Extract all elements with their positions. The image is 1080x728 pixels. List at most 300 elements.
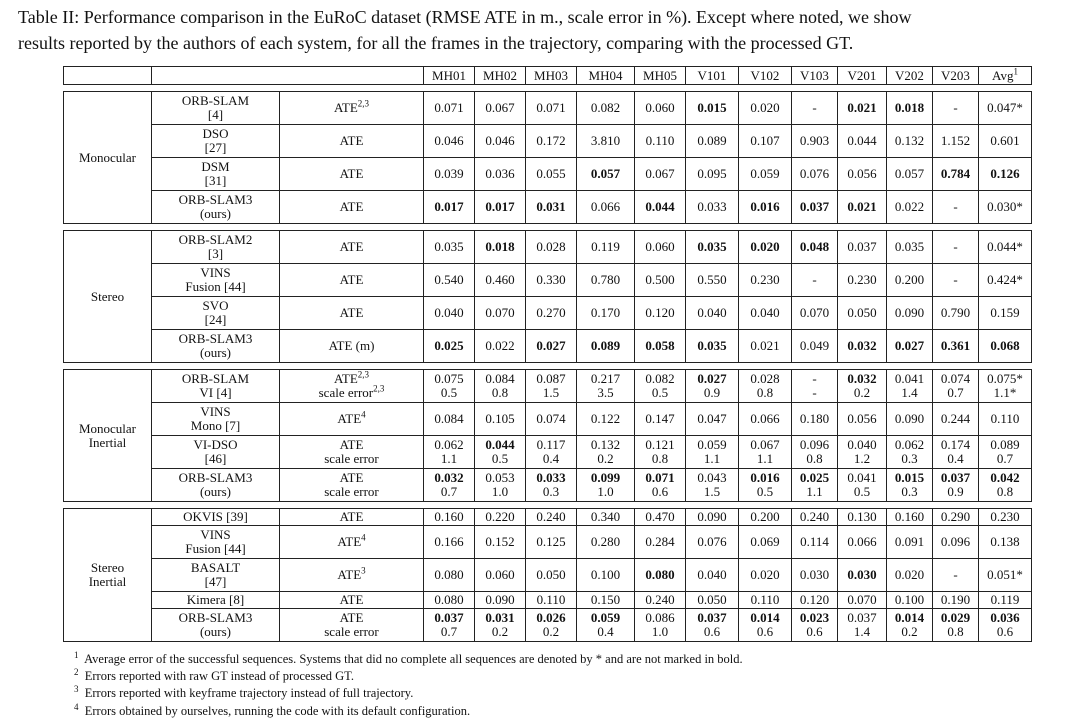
metric-line bbox=[280, 98, 423, 115]
value-cell bbox=[686, 125, 739, 158]
system-name-line: VINS bbox=[200, 527, 231, 542]
value-line: 0.170 bbox=[590, 305, 621, 320]
value-cell bbox=[838, 403, 887, 436]
value-line: 0.041 bbox=[894, 371, 925, 386]
header-cell: MH05 bbox=[635, 67, 686, 85]
metric-cell bbox=[280, 559, 424, 592]
value-line: 0.037 bbox=[434, 610, 464, 625]
value-cell bbox=[577, 297, 635, 330]
value-cell bbox=[933, 436, 979, 469]
value-line: 0.3 bbox=[901, 451, 918, 466]
value-cell bbox=[792, 370, 838, 403]
group-gap bbox=[64, 85, 1032, 92]
value-line: 0.7 bbox=[440, 484, 458, 499]
metric-text: scale error bbox=[324, 484, 379, 499]
value-line: 0.030 bbox=[847, 567, 877, 582]
value-cell bbox=[424, 370, 475, 403]
value-cell bbox=[635, 509, 686, 526]
value-line: 0.047 bbox=[697, 411, 727, 426]
value-cell bbox=[838, 297, 887, 330]
value-line: 1.5 bbox=[703, 484, 721, 499]
value-line: 0.290 bbox=[940, 509, 971, 524]
value-line: 0.780 bbox=[590, 272, 621, 287]
value-cell bbox=[526, 592, 577, 609]
value-line: 0.044 bbox=[485, 437, 515, 452]
category-cell bbox=[64, 370, 152, 502]
value-line: 0.152 bbox=[485, 534, 515, 549]
value-line: 0.107 bbox=[750, 133, 780, 148]
value-cell bbox=[979, 191, 1032, 224]
value-cell bbox=[838, 92, 887, 125]
value-cell bbox=[686, 592, 739, 609]
value-line: 0.159 bbox=[990, 305, 1020, 320]
value-line: 0.090 bbox=[894, 305, 925, 320]
value-line: 0.051* bbox=[987, 567, 1023, 582]
metric-line bbox=[280, 339, 423, 353]
value-cell bbox=[792, 436, 838, 469]
value-line: 0.018 bbox=[894, 100, 925, 115]
footnote-4: $^4$ Errors obtained by ourselves, running the code with its default configuration. bbox=[74, 701, 471, 718]
metric-line bbox=[280, 565, 423, 582]
value-line: 0.9 bbox=[947, 484, 964, 499]
value-line: 0.031 bbox=[485, 610, 515, 625]
table-row bbox=[64, 231, 1032, 264]
value-line: 0.046 bbox=[485, 133, 515, 148]
value-line: 0.044 bbox=[847, 133, 877, 148]
footnote-3: $^3$ Errors reported with keyframe trajectory instead of full trajectory. bbox=[74, 684, 414, 701]
value-line: 0.340 bbox=[590, 509, 621, 524]
metric-line bbox=[280, 593, 423, 607]
value-line: 0.035 bbox=[434, 239, 464, 254]
value-cell bbox=[475, 330, 526, 363]
system-name-cell bbox=[152, 436, 280, 469]
value-cell bbox=[475, 436, 526, 469]
value-line: 0.057 bbox=[590, 166, 621, 181]
value-line: 0.099 bbox=[590, 470, 621, 485]
value-line: 1.1 bbox=[756, 451, 774, 466]
value-line: 0.084 bbox=[485, 371, 515, 386]
value-line: 0.067 bbox=[645, 166, 675, 181]
value-line: 1.1 bbox=[703, 451, 721, 466]
header-cell: V201 bbox=[838, 67, 887, 85]
value-cell bbox=[686, 559, 739, 592]
metric-cell bbox=[280, 609, 424, 642]
value-line: 0.117 bbox=[536, 437, 566, 452]
value-line: 0.8 bbox=[996, 484, 1014, 499]
value-cell bbox=[635, 370, 686, 403]
value-line: 0.037 bbox=[940, 470, 971, 485]
value-cell bbox=[739, 125, 792, 158]
value-line: 0.020 bbox=[894, 567, 925, 582]
system-name-cell bbox=[152, 403, 280, 436]
value-cell bbox=[577, 403, 635, 436]
value-cell bbox=[792, 509, 838, 526]
value-line: 0.217 bbox=[590, 371, 621, 386]
value-line: 0.059 bbox=[750, 166, 780, 181]
metric-cell bbox=[280, 370, 424, 403]
value-line: 0.071 bbox=[434, 100, 464, 115]
value-cell bbox=[739, 609, 792, 642]
value-cell bbox=[526, 191, 577, 224]
value-line: 0.022 bbox=[485, 338, 515, 353]
value-cell bbox=[979, 297, 1032, 330]
value-line: 0.040 bbox=[697, 567, 727, 582]
metric-cell bbox=[280, 526, 424, 559]
metric-text: ATE bbox=[333, 100, 358, 115]
value-line: 0.076 bbox=[697, 534, 727, 549]
value-line: 0.3 bbox=[542, 484, 560, 499]
value-cell bbox=[792, 403, 838, 436]
value-cell bbox=[979, 158, 1032, 191]
metric-line bbox=[280, 452, 423, 466]
value-line: 0.037 bbox=[799, 199, 830, 214]
value-cell bbox=[739, 509, 792, 526]
value-cell bbox=[424, 330, 475, 363]
group-gap bbox=[64, 502, 1032, 509]
metric-line bbox=[280, 200, 423, 214]
table-row bbox=[64, 609, 1032, 642]
value-cell bbox=[424, 609, 475, 642]
value-line: 0.790 bbox=[940, 305, 971, 320]
avg-footnote-mark: 1 bbox=[1013, 66, 1018, 77]
value-line: 0.172 bbox=[536, 133, 566, 148]
value-line: 0.071 bbox=[536, 100, 566, 115]
value-line: 0.031 bbox=[536, 199, 566, 214]
value-line: 0.033 bbox=[697, 199, 727, 214]
table-row bbox=[64, 330, 1032, 363]
value-line: 0.084 bbox=[434, 411, 464, 426]
value-cell bbox=[424, 191, 475, 224]
value-cell bbox=[526, 92, 577, 125]
value-line: 0.036 bbox=[485, 166, 515, 181]
value-cell bbox=[887, 125, 933, 158]
value-cell bbox=[838, 264, 887, 297]
value-line: 0.029 bbox=[940, 610, 971, 625]
value-cell bbox=[887, 191, 933, 224]
system-name-line: [4] bbox=[207, 107, 224, 122]
category-label-line: Monocular bbox=[78, 420, 137, 436]
metric-cell bbox=[280, 330, 424, 363]
value-line: - bbox=[953, 199, 958, 214]
group-gap-cell bbox=[64, 85, 1032, 92]
value-cell bbox=[526, 469, 577, 502]
metric-line bbox=[280, 438, 423, 452]
metric-cell bbox=[280, 509, 424, 526]
value-line: 0.056 bbox=[847, 166, 877, 181]
header-cell: V202 bbox=[887, 67, 933, 85]
value-line: 0.2 bbox=[597, 451, 614, 466]
value-line: 0.057 bbox=[894, 166, 925, 181]
value-cell bbox=[933, 191, 979, 224]
value-cell bbox=[635, 191, 686, 224]
value-line: 0.330 bbox=[536, 272, 566, 287]
value-line: 0.126 bbox=[990, 166, 1020, 181]
value-line: 0.027 bbox=[536, 338, 566, 353]
header-cell: V103 bbox=[792, 67, 838, 85]
value-cell bbox=[686, 469, 739, 502]
value-line: 0.166 bbox=[434, 534, 464, 549]
value-cell bbox=[475, 92, 526, 125]
metric-footnote-mark: 4 bbox=[361, 409, 366, 420]
value-cell bbox=[475, 191, 526, 224]
value-cell bbox=[979, 509, 1032, 526]
value-cell bbox=[475, 509, 526, 526]
category-cell bbox=[64, 92, 152, 224]
group-gap-cell bbox=[64, 224, 1032, 231]
value-cell bbox=[635, 609, 686, 642]
value-cell bbox=[635, 436, 686, 469]
value-line: 0.121 bbox=[645, 437, 675, 452]
value-cell bbox=[838, 469, 887, 502]
value-cell bbox=[739, 158, 792, 191]
value-line: 0.200 bbox=[894, 272, 925, 287]
value-cell bbox=[686, 509, 739, 526]
system-name-line: [3] bbox=[207, 246, 224, 261]
value-cell bbox=[933, 509, 979, 526]
value-line: 0.903 bbox=[799, 133, 830, 148]
value-line: 1.0 bbox=[597, 484, 614, 499]
group-gap bbox=[64, 224, 1032, 231]
system-name-line: VI [4] bbox=[199, 385, 232, 400]
value-cell bbox=[838, 125, 887, 158]
value-line: 0.190 bbox=[940, 592, 971, 607]
value-cell bbox=[686, 609, 739, 642]
value-cell bbox=[577, 158, 635, 191]
value-line: 0.069 bbox=[750, 534, 780, 549]
value-line: 0.220 bbox=[485, 509, 515, 524]
value-line: 0.062 bbox=[434, 437, 464, 452]
value-line: 0.230 bbox=[847, 272, 877, 287]
value-cell bbox=[577, 592, 635, 609]
value-cell bbox=[933, 264, 979, 297]
category-cell bbox=[64, 231, 152, 363]
value-line: 1.1 bbox=[440, 451, 458, 466]
metric-footnote-mark: 2,3 bbox=[373, 383, 385, 394]
value-line: 0.037 bbox=[697, 610, 727, 625]
value-cell bbox=[686, 403, 739, 436]
value-cell bbox=[979, 264, 1032, 297]
metric-text: scale error bbox=[324, 624, 379, 639]
value-line: 0.6 bbox=[996, 624, 1014, 639]
value-line: 0.240 bbox=[645, 592, 675, 607]
category-label-line: Monocular bbox=[78, 149, 137, 165]
value-line: 0.4 bbox=[947, 451, 964, 466]
value-cell bbox=[424, 509, 475, 526]
value-line: 0.095 bbox=[697, 166, 727, 181]
metric-text: scale error bbox=[324, 451, 379, 466]
value-cell bbox=[424, 231, 475, 264]
value-line: 0.540 bbox=[434, 272, 464, 287]
value-line: 0.5 bbox=[651, 385, 669, 400]
value-line: 0.119 bbox=[591, 239, 620, 254]
table-row bbox=[64, 526, 1032, 559]
value-cell bbox=[424, 264, 475, 297]
metric-text: ATE bbox=[333, 371, 358, 386]
header-cell: V101 bbox=[686, 67, 739, 85]
value-cell bbox=[739, 403, 792, 436]
value-line: 0.110 bbox=[990, 411, 1020, 426]
value-line: 0.070 bbox=[799, 305, 830, 320]
value-cell bbox=[979, 559, 1032, 592]
value-line: 0.5 bbox=[440, 385, 458, 400]
value-line: 0.018 bbox=[485, 239, 515, 254]
value-cell bbox=[838, 559, 887, 592]
metric-line bbox=[280, 409, 423, 426]
group-gap-cell bbox=[64, 363, 1032, 370]
value-cell bbox=[792, 191, 838, 224]
value-cell bbox=[739, 526, 792, 559]
value-line: 0.037 bbox=[847, 239, 877, 254]
metric-line bbox=[280, 532, 423, 549]
value-line: 0.044 bbox=[645, 199, 675, 214]
value-line: 0.037 bbox=[847, 610, 877, 625]
value-line: 0.4 bbox=[597, 624, 614, 639]
value-line: 0.180 bbox=[799, 411, 830, 426]
value-cell bbox=[424, 297, 475, 330]
value-line: 0.070 bbox=[847, 592, 877, 607]
system-name-cell bbox=[152, 92, 280, 125]
value-line: 0.105 bbox=[485, 411, 515, 426]
value-line: 0.119 bbox=[990, 592, 1020, 607]
system-name-cell bbox=[152, 609, 280, 642]
value-cell bbox=[424, 469, 475, 502]
value-line: 0.096 bbox=[940, 534, 971, 549]
value-cell bbox=[475, 609, 526, 642]
value-line: 0.6 bbox=[806, 624, 823, 639]
value-cell bbox=[577, 609, 635, 642]
value-line: 0.4 bbox=[542, 451, 560, 466]
value-cell bbox=[577, 330, 635, 363]
euroc-comparison-table bbox=[63, 66, 1032, 642]
value-cell bbox=[686, 231, 739, 264]
category-label-line: Inertial bbox=[88, 574, 127, 589]
metric-footnote-mark: 2,3 bbox=[357, 369, 370, 380]
system-name-cell bbox=[152, 370, 280, 403]
value-cell bbox=[887, 92, 933, 125]
value-line: 0.020 bbox=[750, 239, 780, 254]
value-cell bbox=[686, 92, 739, 125]
metric-text: ATE bbox=[339, 199, 364, 214]
metric-text: ATE bbox=[339, 239, 364, 254]
header-cell: MH04 bbox=[577, 67, 635, 85]
value-line: 0.035 bbox=[697, 239, 727, 254]
value-line: 0.032 bbox=[847, 371, 877, 386]
value-line: - bbox=[953, 567, 958, 582]
value-cell bbox=[933, 403, 979, 436]
header-cell: V203 bbox=[933, 67, 979, 85]
value-line: 0.138 bbox=[990, 534, 1020, 549]
header-cell: MH02 bbox=[475, 67, 526, 85]
value-cell bbox=[887, 469, 933, 502]
value-cell bbox=[577, 264, 635, 297]
value-line: 0.080 bbox=[434, 592, 464, 607]
metric-text: ATE bbox=[339, 166, 364, 181]
value-cell bbox=[739, 469, 792, 502]
value-line: 0.040 bbox=[697, 305, 727, 320]
value-line: 0.120 bbox=[645, 305, 675, 320]
value-line: 0.460 bbox=[485, 272, 515, 287]
header-blank-category bbox=[64, 67, 152, 85]
header-blank-system bbox=[152, 67, 424, 85]
value-line: 0.160 bbox=[894, 509, 925, 524]
value-line: 0.030 bbox=[799, 567, 830, 582]
value-cell bbox=[526, 264, 577, 297]
value-cell bbox=[887, 436, 933, 469]
value-line: 0.067 bbox=[750, 437, 780, 452]
value-cell bbox=[475, 231, 526, 264]
value-cell bbox=[792, 297, 838, 330]
value-cell bbox=[739, 92, 792, 125]
value-line: 0.132 bbox=[590, 437, 621, 452]
value-cell bbox=[686, 330, 739, 363]
value-cell bbox=[887, 297, 933, 330]
value-line: 0.132 bbox=[894, 133, 925, 148]
value-line: 0.7 bbox=[440, 624, 458, 639]
value-cell bbox=[424, 592, 475, 609]
value-cell bbox=[979, 330, 1032, 363]
system-name-cell bbox=[152, 264, 280, 297]
header-cell: MH01 bbox=[424, 67, 475, 85]
value-line: 0.470 bbox=[645, 509, 675, 524]
value-line: 0.074 bbox=[940, 371, 971, 386]
system-name-line: [47] bbox=[204, 574, 227, 589]
value-line: 0.080 bbox=[645, 567, 675, 582]
value-line: 0.026 bbox=[536, 610, 566, 625]
value-cell bbox=[792, 330, 838, 363]
value-line: 0.280 bbox=[590, 534, 621, 549]
group-gap-cell bbox=[64, 502, 1032, 509]
value-line: 0.048 bbox=[799, 239, 830, 254]
system-name-line: (ours) bbox=[199, 206, 232, 221]
value-line: - bbox=[953, 239, 958, 254]
metric-text: ATE bbox=[339, 509, 364, 524]
value-line: 0.028 bbox=[536, 239, 566, 254]
value-line: 0.049 bbox=[799, 338, 830, 353]
category-label-line: Inertial bbox=[88, 434, 127, 450]
metric-text: ATE bbox=[339, 305, 364, 320]
table-row bbox=[64, 370, 1032, 403]
group-gap bbox=[64, 363, 1032, 370]
system-name-cell bbox=[152, 330, 280, 363]
table-caption bbox=[18, 4, 1068, 56]
value-cell bbox=[933, 297, 979, 330]
value-line: 0.035 bbox=[697, 338, 727, 353]
value-cell bbox=[526, 559, 577, 592]
value-line: 0.160 bbox=[434, 509, 464, 524]
value-cell bbox=[424, 436, 475, 469]
value-line: 0.8 bbox=[756, 385, 774, 400]
system-name-line: (ours) bbox=[199, 624, 232, 639]
value-line: 1.1* bbox=[993, 385, 1017, 400]
value-cell bbox=[887, 609, 933, 642]
value-cell bbox=[577, 469, 635, 502]
value-line: 0.100 bbox=[894, 592, 925, 607]
value-cell bbox=[577, 436, 635, 469]
header-cell: MH03 bbox=[526, 67, 577, 85]
value-cell bbox=[739, 592, 792, 609]
value-line: 0.015 bbox=[894, 470, 925, 485]
footnotes bbox=[74, 651, 743, 720]
value-line: 0.082 bbox=[590, 100, 621, 115]
value-line: 0.090 bbox=[485, 592, 515, 607]
value-line: 0.500 bbox=[645, 272, 675, 287]
value-line: 0.125 bbox=[536, 534, 566, 549]
system-name-line: [24] bbox=[204, 312, 227, 327]
value-line: 0.082 bbox=[645, 371, 675, 386]
system-name-line: BASALT bbox=[190, 560, 241, 575]
system-name-cell bbox=[152, 526, 280, 559]
value-line: 0.066 bbox=[590, 199, 621, 214]
